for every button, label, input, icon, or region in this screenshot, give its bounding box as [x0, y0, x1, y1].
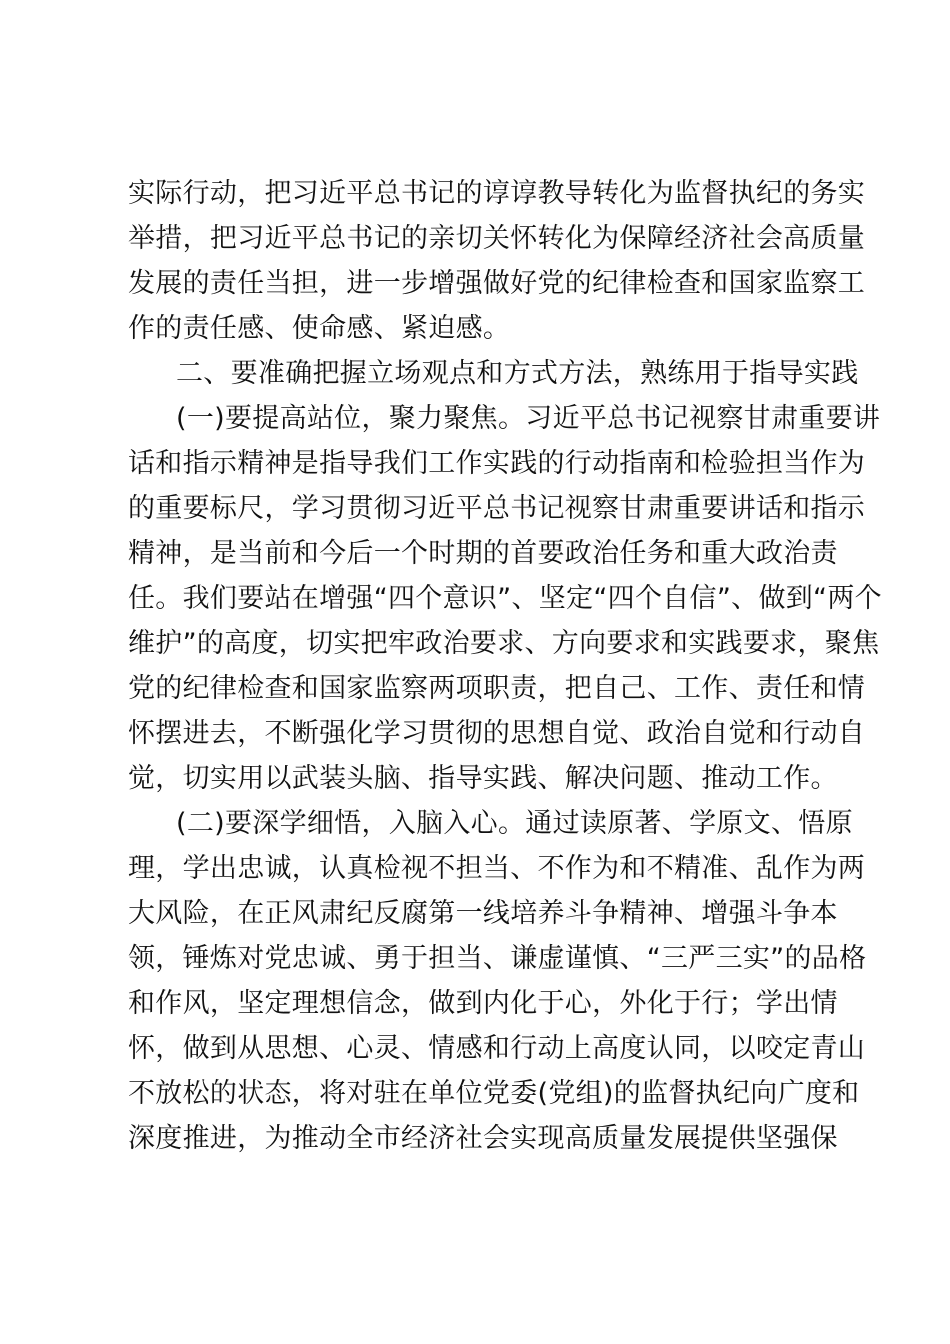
body-text-line: 党的纪律检查和国家监察两项职责，把自己、工作、责任和情 [128, 673, 866, 704]
body-text-line: 发展的责任当担，进一步增强做好党的纪律检查和国家监察工 [128, 268, 866, 299]
subsection-heading-line: (一)要提高站位，聚力聚焦。习近平总书记视察甘肃重要讲 [176, 403, 881, 434]
body-text-line: 和作风，坚定理想信念，做到内化于心，外化于行；学出情 [128, 988, 838, 1019]
body-text-line: 觉，切实用以武装头脑、指导实践、解决问题、推动工作。 [128, 763, 838, 794]
body-text-line: 怀摆进去，不断强化学习贯彻的思想自觉、政治自觉和行动自 [128, 718, 866, 749]
body-text-line: 维护”的高度，切实把牢政治要求、方向要求和实践要求，聚焦 [128, 628, 880, 659]
subsection-heading-line: (二)要深学细悟，入脑入心。通过读原著、学原文、悟原 [176, 808, 853, 839]
body-text-line: 话和指示精神是指导我们工作实践的行动指南和检验担当作为 [128, 448, 866, 479]
body-text-line: 精神，是当前和今后一个时期的首要政治任务和重大政治责 [128, 538, 838, 569]
body-text-line: 深度推进，为推动全市经济社会实现高质量发展提供坚强保 [128, 1123, 838, 1154]
body-text-line: 大风险，在正风肃纪反腐第一线培养斗争精神、增强斗争本 [128, 898, 838, 929]
body-text-line: 理，学出忠诚，认真检视不担当、不作为和不精准、乱作为两 [128, 853, 866, 884]
body-text-line: 怀，做到从思想、心灵、情感和行动上高度认同，以咬定青山 [128, 1033, 866, 1064]
body-text-line: 的重要标尺，学习贯彻习近平总书记视察甘肃重要讲话和指示 [128, 493, 866, 524]
body-text-line: 举措，把习近平总书记的亲切关怀转化为保障经济社会高质量 [128, 223, 866, 254]
body-text-line: 领，锤炼对党忠诚、勇于担当、谦虚谨慎、“三严三实”的品格 [128, 943, 867, 974]
section-heading: 二、要准确把握立场观点和方式方法，熟练用于指导实践 [176, 358, 859, 389]
body-text-line: 任。我们要站在增强“四个意识”、坚定“四个自信”、做到“两个 [128, 583, 882, 614]
body-text-line: 作的责任感、使命感、紧迫感。 [128, 313, 511, 344]
body-text-line: 实际行动，把习近平总书记的谆谆教导转化为监督执纪的务实 [128, 178, 866, 209]
body-text-line: 不放松的状态，将对驻在单位党委(党组)的监督执纪向广度和 [128, 1078, 860, 1109]
